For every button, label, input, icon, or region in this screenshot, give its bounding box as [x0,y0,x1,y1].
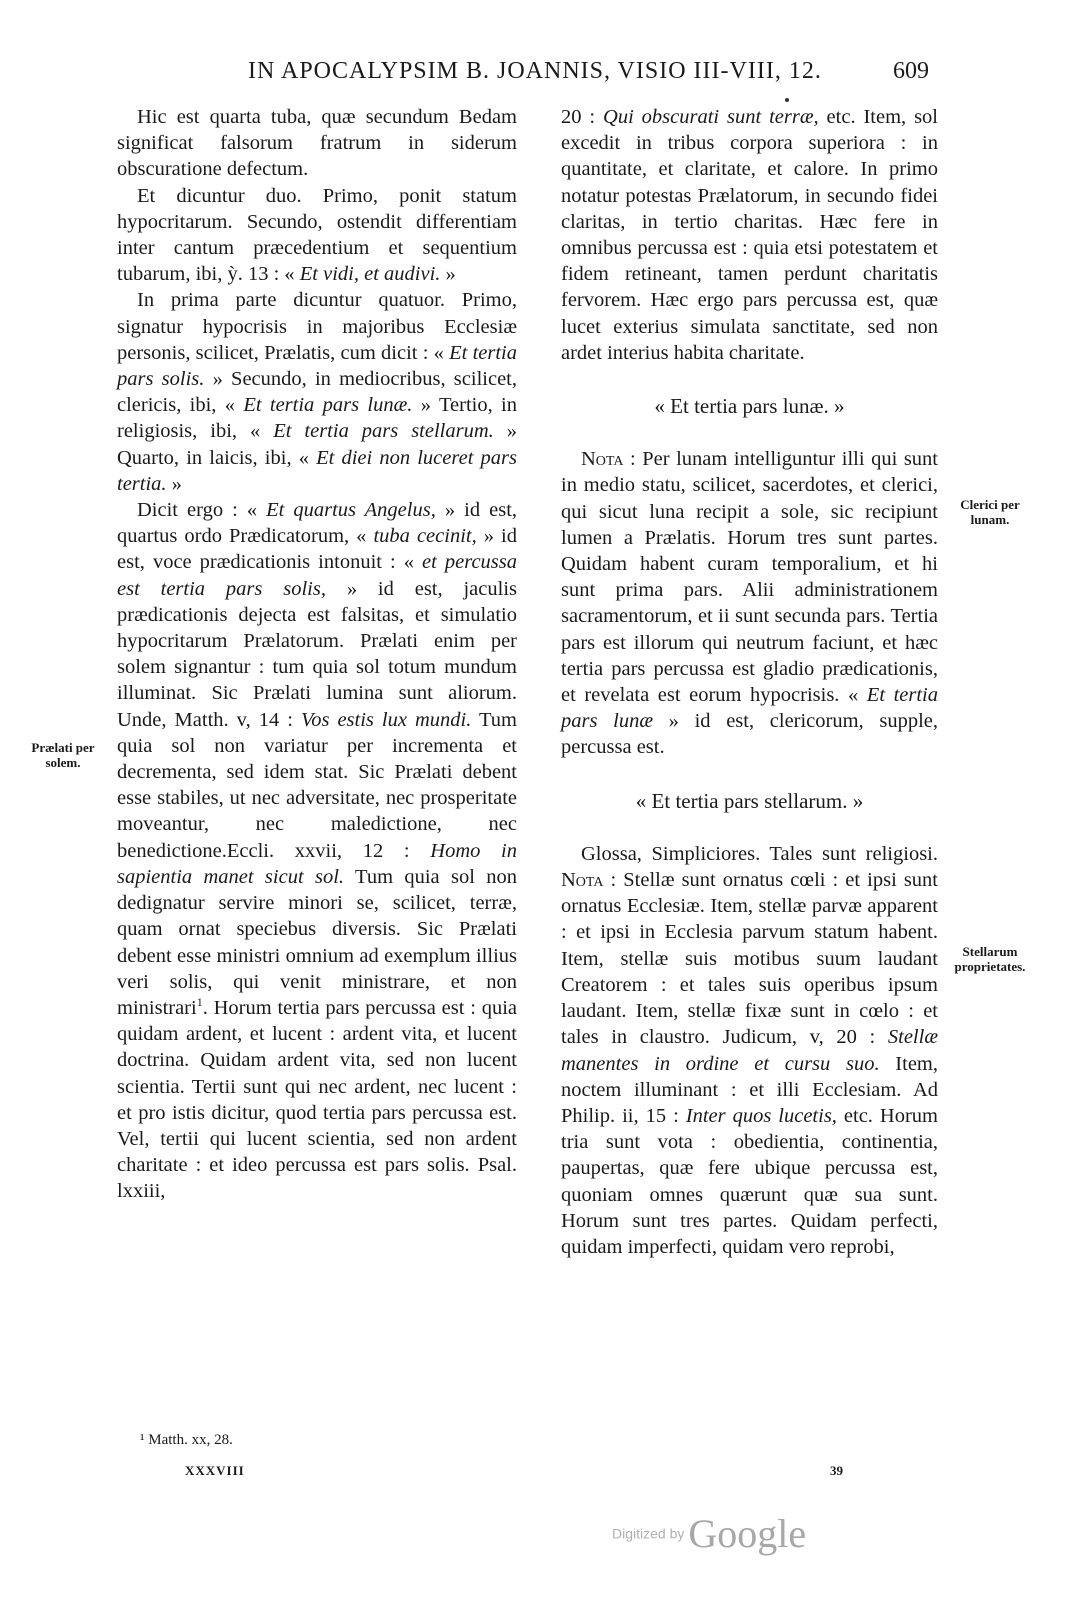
right-column [561,104,938,1260]
margin-note-luna: Clerici per lunam. [960,497,1020,527]
italic-quote: Et quartus Angelus, [266,499,436,522]
text-run: » [166,472,182,495]
paragraph [117,497,517,1204]
text-run: » id est, quartus ordo Prædicatorum, « [117,499,518,548]
margin-note-stellae: Stellarum proprietates. [954,944,1026,974]
text-run: : Per lunam intelliguntur illi qui sunt in medio statu, scilicet, sacerdotes, et clerici, qui sicut luna recipit a sole, sic recipiunt lumen a Prælatis. Horum tres sunt partes. Quidam habent curam temporalium, et hi sunt prima pars. Alii administrationem sacramentorum, et ii sunt secunda pars. Tertia pars est illorum qui neutrum faciunt, et hæc tertia pars percussa est gladio prædicationis, et revelata est eorum hypocrisis. « [561,448,938,707]
footnote: ¹ Matth. xx, 28. [140,1432,233,1448]
text-run: Tum quia sol non variatur per incrementa et decrementa, sed idem stat. Sic Prælati debent esse stabiles, ut nec adversitate, nec prosperitate moveantur, nec maledictione, nec benedictione.Eccli. xxvii, 12 : [117,708,517,862]
left-column [117,104,517,1205]
text-run: Glossa, Simpliciores. Tales sunt religiosi. [581,842,938,865]
italic-quote: Et tertia pars lunæ [561,684,938,733]
text-run: etc. Horum tria sunt vota : obedientia, continentia, paupertas, quæ fere ubique percussa est, quoniam omnes quærunt quæ sua sunt. Horum sunt tres partes. Quidam perfecti, quidam imperfecti, quidam vero reprobi, [561,1104,938,1258]
text-run: : Stellæ sunt ornatus cœli : et ipsi sunt ornatus Ecclesiæ. Item, stellæ parvæ apparent : et ipsi in Ecclesia parvum statum habent. Item, stellæ suis motibus suum laudant Creatorem : et tales suis operibus ipsum laudant. Item, stellæ fixæ sunt in cœlo : et tales in claustro. Judicum, v, 20 : [561,869,938,1049]
italic-quote: et percussa est tertia pars solis, [117,551,518,600]
italic-quote: Et tertia pars stellarum. [273,420,494,443]
text-run: In prima parte dicuntur quatuor. Primo, signatur hypocrisis in majoribus Ecclesiæ personis, scilicet, Prælatis, cum dicit : « [117,289,517,364]
text-run: Dicit ergo : « [137,499,267,522]
text-run: . Horum tertia pars percussa est : quia quidam ardent, et lucent : ardent vita, et lucent doctrina. Quidam ardent vita, sed non lucent scientia. Tertii sunt qui nec ardent, nec lucent : et pro istis dicitur, quod tertia pars percussa est. Vel, tertii qui lucent scientia, sed non ardent charitate : et ideo percussa est pars solis. Psal. lxxiii, [117,996,517,1203]
text-run: Hic est quarta tuba, quæ secundum Bedam significat falsorum fratrum in siderum obscuratione defectum. [117,106,517,181]
italic-quote: Inter quos lucetis, [685,1104,837,1127]
text-run: Item, noctem illuminant : et illi Ecclesiam. Ad Philip. ii, 15 : [561,1052,938,1127]
ink-dot [785,98,789,102]
nota-label: Nota [581,448,624,471]
sheet-number: 39 [830,1463,843,1478]
paragraph [561,446,938,760]
signature-mark: XXXVIII [185,1463,245,1478]
running-header [0,58,1072,94]
text-run: » Tertio, in religiosis, ibi, « [117,394,517,443]
paragraph [561,841,938,1260]
text-run: etc. Item, sol excedit in tribus corpora superiora : in quantitate, et claritate, et calore. In primo notatur potestas Prælatorum, in secundo fidei claritas, in tertio charitas. Hæc fere in omnibus percussa est : quia etsi potestatem et fidem retineant, tamen perdunt charitatis fervorem. Hæc ergo pars percussa est, quæ lucet exterius simulata sanctitate, sed non ardet interius habita charitate. [561,106,939,364]
text-run: Tum quia sol non dedignatur servire minori se, scilicet, terræ, quam ornat speciebus diversis. Sic Prælati debent esse ministri omnium ad exemplum illius veri solis, qui venit ministrare, et non ministrari [117,865,517,1019]
italic-quote: Et diei non luceret pars tertia. [117,446,517,495]
digitized-watermark [612,1510,806,1557]
text-run: » id est, clericorum, supple, percussa est. [561,710,938,759]
footnote-ref: 1 [196,995,203,1010]
margin-note-sol: Prælati per solem. [31,740,95,770]
italic-quote: Vos estis lux mundi. [300,708,472,731]
running-title: IN APOCALYPSIM B. JOANNIS, VISIO III-VIII, 12. [248,58,822,84]
paragraph [117,287,517,497]
paragraph [561,104,938,366]
italic-quote: tuba cecinit, [373,525,477,548]
italic-quote: Qui obscurati sunt terræ, [603,106,819,128]
paragraph [117,104,517,183]
page-number: 609 [893,58,929,84]
italic-quote: Et vidi, et audivi. [299,263,441,286]
section-heading: « Et tertia pars stellarum. » [635,788,864,813]
text-run: » id est, jaculis prædicationis dejecta est falsitas, et simulatio hypocritarum Prælatorum. Prælati enim per solem signantur : tum quia sol totum mundum illuminat. Sic Prælati lumina sunt aliorum. Unde, Matth. v, 14 : [117,577,517,731]
text-run: » Secundo, in mediocribus, scilicet, clericis, ibi, « [117,368,517,417]
text-run: » Quarto, in laicis, ibi, « [117,420,517,469]
google-logo: Google [688,1511,807,1556]
text-run: » id est, voce prædicationis intonuit : « [117,525,517,574]
section-heading: « Et tertia pars lunæ. » [654,394,845,419]
text-run: » [440,263,456,286]
watermark-small-text: Digitized by [612,1525,685,1542]
italic-quote: Homo in sapientia manet sicut sol. [117,839,517,888]
text-run: 20 : [561,106,604,128]
nota-label: Nota [561,869,604,892]
text-run: Et dicuntur duo. Primo, ponit statum hypocritarum. Secundo, ostendit differentiam inter cantum præcedentium et sequentium tubarum, ibi, ỳ. 13 : « [117,184,517,286]
paragraph [117,183,517,288]
italic-quote: Stellæ manentes in ordine et cursu suo. [561,1026,938,1075]
italic-quote: Et tertia pars solis. [117,341,518,391]
italic-quote: Et tertia pars lunæ. [243,394,413,417]
